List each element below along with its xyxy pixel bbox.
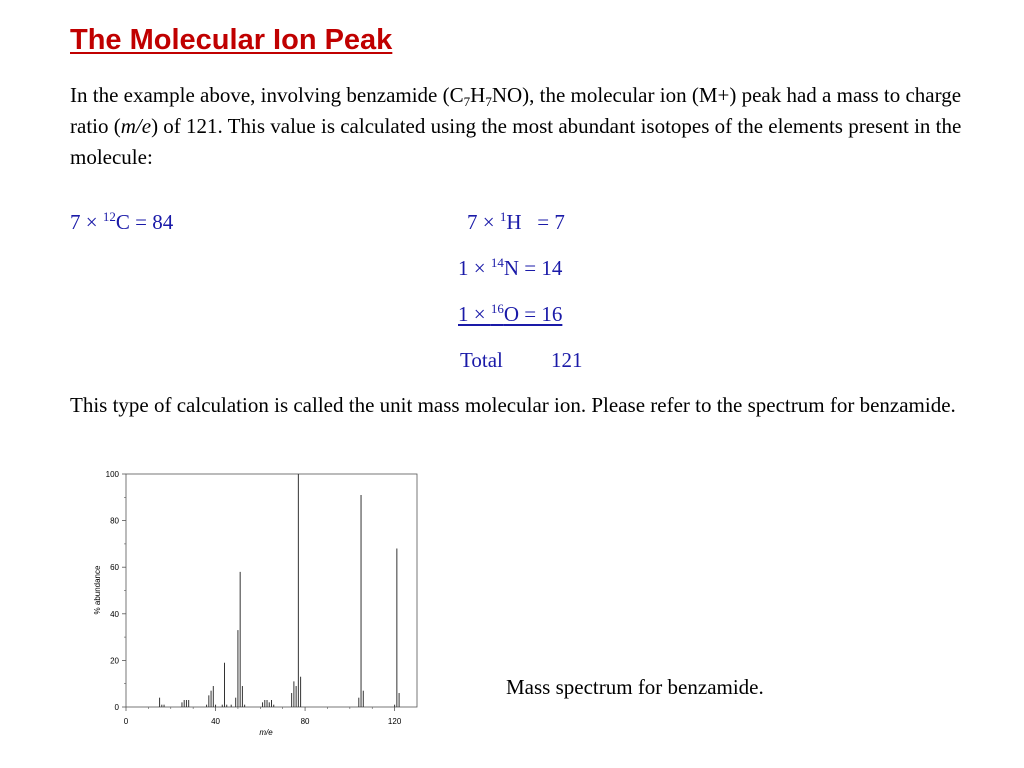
y-tick-label: 20 xyxy=(110,656,119,666)
x-axis-label: m/e xyxy=(259,728,273,737)
mass-spectrum-chart xyxy=(80,462,425,742)
calc-total-label: Total xyxy=(460,348,503,372)
y-tick-label: 100 xyxy=(105,470,119,479)
y-tick-label: 60 xyxy=(110,563,119,573)
mass-to-charge-symbol: m/e xyxy=(120,114,152,138)
intro-paragraph xyxy=(70,80,1000,173)
intro-text-c: ) of 121. This value is calculated using the most abundant isotopes of the elements present in the molecule: xyxy=(70,114,962,169)
intro-text-a: In the example above, involving benzamide (C xyxy=(70,83,464,107)
slide-title: The Molecular Ion Peak xyxy=(70,24,393,56)
intro-text-b: NO), the molecular ion (M+) peak had a mass to charge ratio ( xyxy=(70,83,962,138)
y-tick-label: 0 xyxy=(114,703,119,712)
chart-caption: Mass spectrum for benzamide. xyxy=(506,675,764,699)
plot-frame xyxy=(126,474,417,707)
calc-nitrogen: 1 × $^{14}$N = 14 xyxy=(458,255,563,280)
conclusion-paragraph: This type of calculation is called the unit mass molecular ion. Please refer to the spectrum for benzamide. xyxy=(70,393,956,417)
calc-hydrogen: 7 × $^1$H = 7 xyxy=(467,209,565,234)
calc-total-value: 121 xyxy=(551,348,583,372)
hydrogen-symbol: H xyxy=(470,83,486,107)
x-tick-label: 40 xyxy=(211,717,220,726)
calc-oxygen: 1 × $^{16}$O = 16 xyxy=(458,301,563,326)
y-tick-label: 40 xyxy=(110,609,119,619)
x-tick-label: 0 xyxy=(123,717,129,726)
y-tick-label: 80 xyxy=(110,516,119,526)
carbon-count-subscript: 7 xyxy=(463,94,471,109)
y-axis-label: % abundance xyxy=(93,565,102,615)
x-tick-label: 120 xyxy=(387,717,402,726)
calc-carbon: 7 × $^{12}$C = 84 xyxy=(70,209,174,234)
x-tick-label: 80 xyxy=(300,717,310,726)
hydrogen-count-subscript: 7 xyxy=(485,94,492,109)
